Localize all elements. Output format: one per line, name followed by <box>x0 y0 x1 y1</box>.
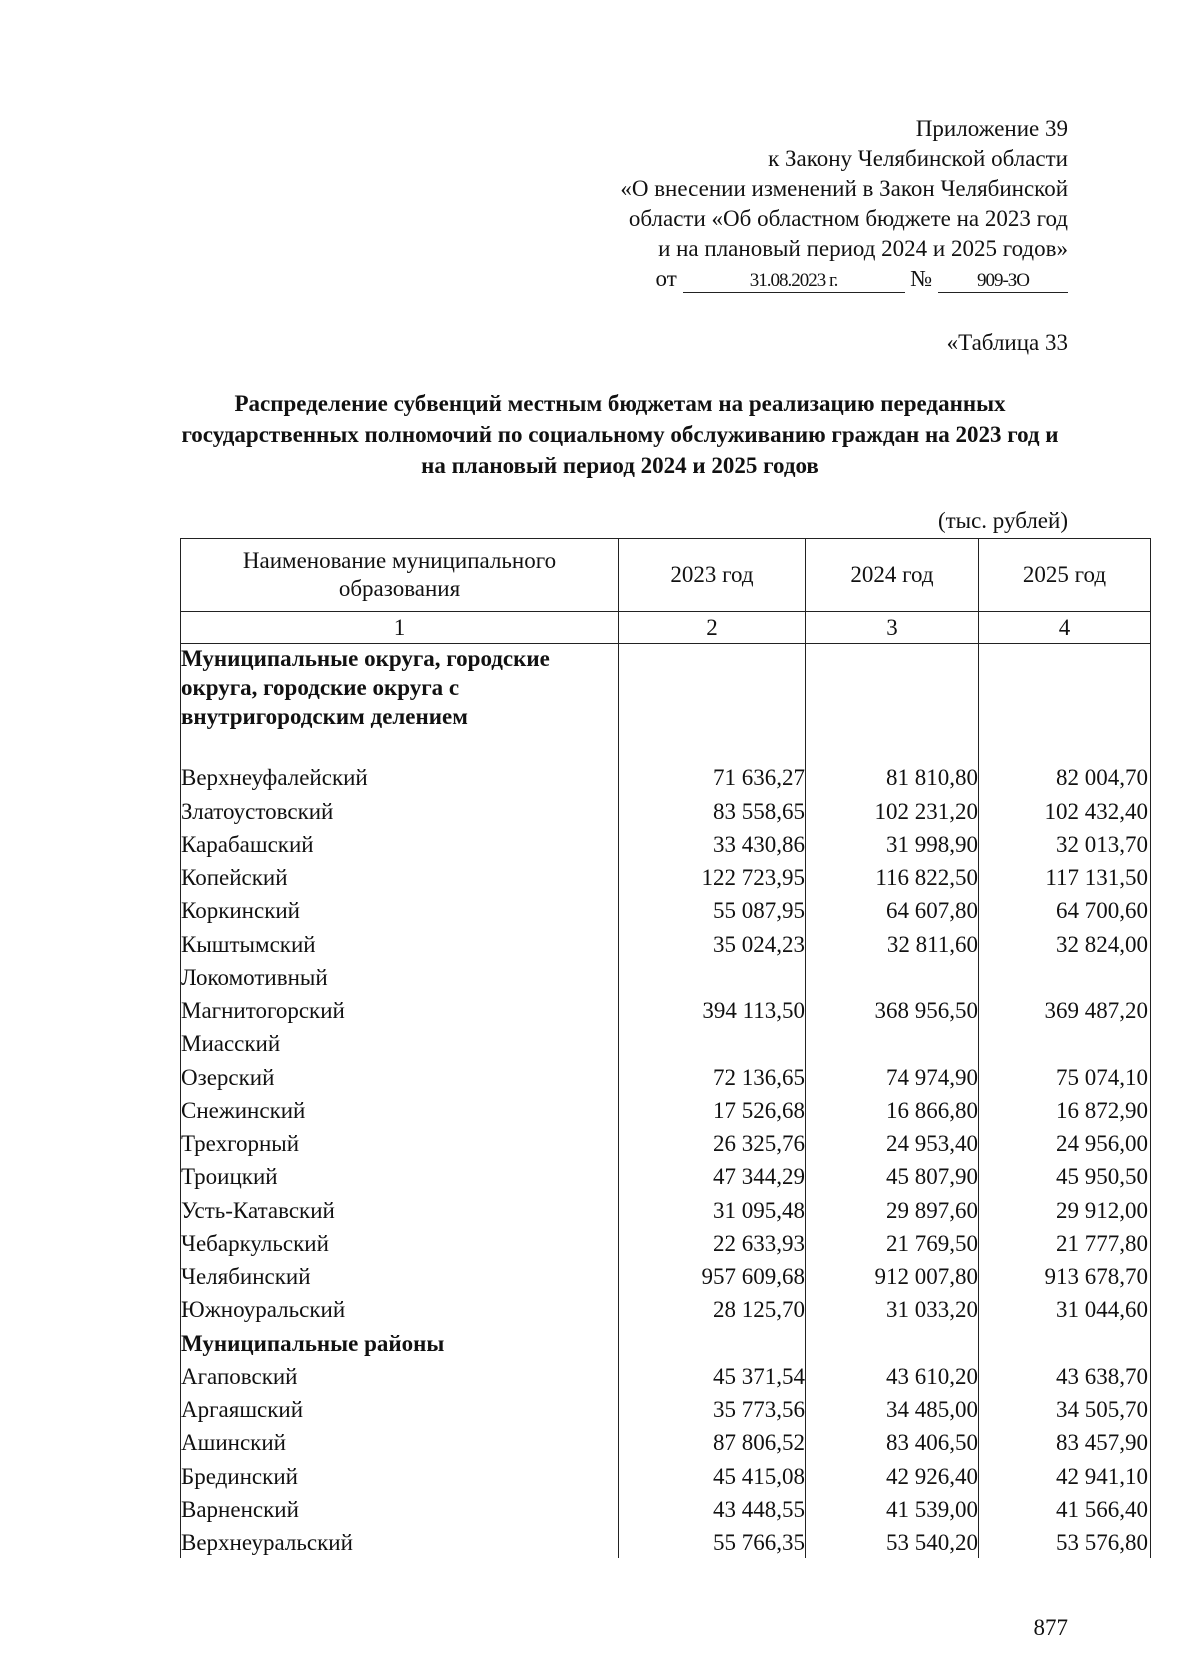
table-row <box>181 1226 1151 1259</box>
amount-cell: 55 087,95 <box>619 893 806 926</box>
amount-cell: 83 406,50 <box>806 1425 979 1458</box>
law-date-number-line <box>508 264 1068 294</box>
section-row <box>181 644 1151 761</box>
municipality-name-cell: Магнитогорский <box>181 993 619 1026</box>
header-line: «О внесении изменений в Закон Челябинской <box>620 176 1068 201</box>
municipality-name-cell: Трехгорный <box>181 1126 619 1159</box>
municipality-name-cell: Южноуральский <box>181 1292 619 1325</box>
amount-cell: 45 415,08 <box>619 1458 806 1491</box>
amount-cell: 368 956,50 <box>806 993 979 1026</box>
municipality-name-cell: Ашинский <box>181 1425 619 1458</box>
page-number: 877 <box>1033 1615 1068 1640</box>
amount-cell: 45 371,54 <box>619 1359 806 1392</box>
table-row <box>181 993 1151 1026</box>
section-title: Муниципальные округа, городские округа, городские округа с внутригородским делением <box>181 644 619 761</box>
amount-cell: 24 956,00 <box>979 1126 1151 1159</box>
document-header <box>508 114 1068 294</box>
amount-cell: 17 526,68 <box>619 1093 806 1126</box>
date-prefix: от <box>655 266 677 291</box>
amount-cell: 53 540,20 <box>806 1525 979 1558</box>
table-row <box>181 1525 1151 1558</box>
municipality-name-cell: Чебаркульский <box>181 1226 619 1259</box>
amount-cell: 74 974,90 <box>806 1059 979 1092</box>
table-row <box>181 926 1151 959</box>
amount-cell: 122 723,95 <box>619 860 806 893</box>
amount-cell: 71 636,27 <box>619 760 806 793</box>
amount-cell: 21 769,50 <box>806 1226 979 1259</box>
amount-cell: 41 539,00 <box>806 1492 979 1525</box>
municipality-name-cell: Копейский <box>181 860 619 893</box>
amount-cell <box>979 1026 1151 1059</box>
subvention-table <box>180 538 1151 1558</box>
table-row <box>181 1259 1151 1292</box>
table-row <box>181 1458 1151 1491</box>
header-line: Приложение 39 <box>915 116 1068 141</box>
table-row <box>181 1425 1151 1458</box>
column-number-row <box>181 612 1151 644</box>
section-title: Муниципальные районы <box>181 1325 619 1358</box>
column-header-2025: 2025 год <box>979 539 1151 612</box>
municipality-name-cell: Верхнеуральский <box>181 1525 619 1558</box>
table-row <box>181 960 1151 993</box>
document-title: Распределение субвенций местным бюджетам на реализацию переданных государственных полномочий по социальному обслуживанию граждан на 2023 год и на плановый период 2024 и 2025 годов <box>181 391 1059 478</box>
table-row <box>181 793 1151 826</box>
municipality-name-cell: Усть-Катавский <box>181 1192 619 1225</box>
header-line: к Закону Челябинской области <box>768 146 1068 171</box>
table-row <box>181 1392 1151 1425</box>
amount-cell: 117 131,50 <box>979 860 1151 893</box>
amount-cell <box>619 1026 806 1059</box>
amount-cell: 43 448,55 <box>619 1492 806 1525</box>
amount-cell: 47 344,29 <box>619 1159 806 1192</box>
amount-cell: 75 074,10 <box>979 1059 1151 1092</box>
table-row <box>181 1359 1151 1392</box>
amount-cell: 22 633,93 <box>619 1226 806 1259</box>
amount-cell: 116 822,50 <box>806 860 979 893</box>
amount-cell: 369 487,20 <box>979 993 1151 1026</box>
amount-cell: 45 807,90 <box>806 1159 979 1192</box>
column-number: 2 <box>619 612 806 644</box>
amount-cell: 83 558,65 <box>619 793 806 826</box>
empty-cell <box>619 1325 806 1358</box>
amount-cell: 32 013,70 <box>979 827 1151 860</box>
municipality-name-cell: Миасский <box>181 1026 619 1059</box>
municipality-name-cell: Локомотивный <box>181 960 619 993</box>
empty-cell <box>806 644 979 761</box>
table-row <box>181 860 1151 893</box>
municipality-name-cell: Челябинский <box>181 1259 619 1292</box>
amount-cell: 43 638,70 <box>979 1359 1151 1392</box>
table-row <box>181 1292 1151 1325</box>
table-row <box>181 1492 1151 1525</box>
table-row <box>181 1159 1151 1192</box>
amount-cell: 32 811,60 <box>806 926 979 959</box>
amount-cell: 64 607,80 <box>806 893 979 926</box>
column-number: 3 <box>806 612 979 644</box>
column-number: 4 <box>979 612 1151 644</box>
municipality-name-cell: Верхнеуфалейский <box>181 760 619 793</box>
amount-cell: 24 953,40 <box>806 1126 979 1159</box>
amount-cell: 42 941,10 <box>979 1458 1151 1491</box>
table-row <box>181 1059 1151 1092</box>
amount-cell: 31 044,60 <box>979 1292 1151 1325</box>
amount-cell: 26 325,76 <box>619 1126 806 1159</box>
amount-cell: 913 678,70 <box>979 1259 1151 1292</box>
amount-cell: 81 810,80 <box>806 760 979 793</box>
municipality-name-cell: Агаповский <box>181 1359 619 1392</box>
amount-cell: 34 485,00 <box>806 1392 979 1425</box>
amount-cell: 35 024,23 <box>619 926 806 959</box>
amount-cell: 41 566,40 <box>979 1492 1151 1525</box>
table-row <box>181 1192 1151 1225</box>
table-body <box>181 644 1151 1559</box>
amount-cell: 43 610,20 <box>806 1359 979 1392</box>
number-prefix: № <box>910 266 933 291</box>
amount-cell: 83 457,90 <box>979 1425 1151 1458</box>
column-header-name: Наименование муниципального образования <box>181 539 619 612</box>
amount-cell: 87 806,52 <box>619 1425 806 1458</box>
section-row <box>181 1325 1151 1358</box>
units-label: (тыс. рублей) <box>937 508 1068 533</box>
table-row <box>181 827 1151 860</box>
column-number: 1 <box>181 612 619 644</box>
header-line: и на плановый период 2024 и 2025 годов» <box>658 236 1068 261</box>
municipality-name-cell: Брединский <box>181 1458 619 1491</box>
empty-cell <box>619 644 806 761</box>
amount-cell: 33 430,86 <box>619 827 806 860</box>
amount-cell: 16 872,90 <box>979 1093 1151 1126</box>
municipality-name-cell: Карабашский <box>181 827 619 860</box>
municipality-name-cell: Варненский <box>181 1492 619 1525</box>
amount-cell: 45 950,50 <box>979 1159 1151 1192</box>
amount-cell: 31 095,48 <box>619 1192 806 1225</box>
law-number: 909-ЗО <box>938 270 1068 293</box>
column-header-2024: 2024 год <box>806 539 979 612</box>
municipality-name-cell: Озерский <box>181 1059 619 1092</box>
table-row <box>181 1126 1151 1159</box>
amount-cell <box>806 960 979 993</box>
empty-cell <box>979 644 1151 761</box>
amount-cell: 957 609,68 <box>619 1259 806 1292</box>
amount-cell: 64 700,60 <box>979 893 1151 926</box>
municipality-name-cell: Аргаяшский <box>181 1392 619 1425</box>
header-line: области «Об областном бюджете на 2023 год <box>628 206 1068 231</box>
municipality-name-cell: Кыштымский <box>181 926 619 959</box>
amount-cell: 394 113,50 <box>619 993 806 1026</box>
amount-cell: 31 033,20 <box>806 1292 979 1325</box>
municipality-name-cell: Троицкий <box>181 1159 619 1192</box>
municipality-name-cell: Снежинский <box>181 1093 619 1126</box>
amount-cell <box>979 960 1151 993</box>
amount-cell: 28 125,70 <box>619 1292 806 1325</box>
amount-cell: 21 777,80 <box>979 1226 1151 1259</box>
table-reference: «Таблица 33 <box>946 330 1068 355</box>
amount-cell: 72 136,65 <box>619 1059 806 1092</box>
amount-cell: 53 576,80 <box>979 1525 1151 1558</box>
table-row <box>181 760 1151 793</box>
amount-cell: 82 004,70 <box>979 760 1151 793</box>
amount-cell: 42 926,40 <box>806 1458 979 1491</box>
amount-cell: 55 766,35 <box>619 1525 806 1558</box>
amount-cell: 102 432,40 <box>979 793 1151 826</box>
amount-cell: 912 007,80 <box>806 1259 979 1292</box>
empty-cell <box>806 1325 979 1358</box>
municipality-name-cell: Златоустовский <box>181 793 619 826</box>
amount-cell: 16 866,80 <box>806 1093 979 1126</box>
column-header-2023: 2023 год <box>619 539 806 612</box>
amount-cell: 102 231,20 <box>806 793 979 826</box>
amount-cell: 29 897,60 <box>806 1192 979 1225</box>
amount-cell: 31 998,90 <box>806 827 979 860</box>
table-header-row <box>181 539 1151 612</box>
table-row <box>181 1093 1151 1126</box>
amount-cell: 35 773,56 <box>619 1392 806 1425</box>
table-row <box>181 893 1151 926</box>
municipality-name-cell: Коркинский <box>181 893 619 926</box>
empty-cell <box>979 1325 1151 1358</box>
amount-cell: 29 912,00 <box>979 1192 1151 1225</box>
amount-cell: 32 824,00 <box>979 926 1151 959</box>
amount-cell: 34 505,70 <box>979 1392 1151 1425</box>
table-row <box>181 1026 1151 1059</box>
law-date: 31.08.2023 г. <box>683 270 905 293</box>
amount-cell <box>619 960 806 993</box>
amount-cell <box>806 1026 979 1059</box>
